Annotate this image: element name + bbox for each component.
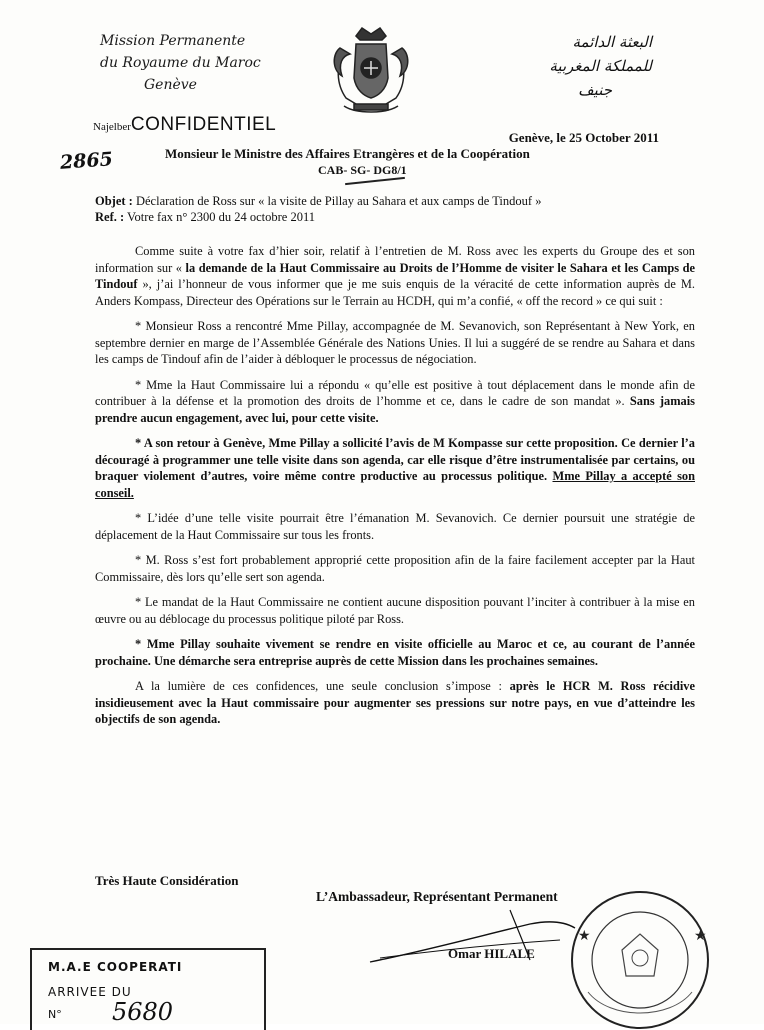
letter-date: Genève, le 25 October 2011: [508, 130, 659, 145]
paragraph-2: * Monsieur Ross a rencontré Mme Pillay, accompagnée de M. Sevanovich, son Représentant à New York, en septembre dernier en marge de l’Assemblée Générale des Nations Unies. Il lui a suggéré de se rendre au Sahara et dans les camps de Tindouf afin de l’aider à débloquer le processus de négociation.: [95, 319, 695, 366]
p1-text-c: », j’ai l’honneur de vous informer que je me suis enquis de la véracité de cette information auprès de M. Anders Kompass, Directeur des Opérations sur le Terrain au HCDH, qui m’a confié, « off the record » ce qui suit :: [95, 277, 695, 308]
classification-label: CONFIDENTIEL: [130, 114, 277, 135]
stamp-line-2: ARRIVEE DU: [48, 985, 132, 999]
mission-header-fr: [100, 30, 261, 96]
header-ar-line-2: للمملكة المغربية: [549, 57, 652, 75]
header-line-3: Genève: [144, 77, 197, 93]
p1-text-a: Comme suite à votre fax d’hier soir, relatif à l’entretien de M. Ross avec les experts du Groupe des et son information sur «: [95, 244, 695, 275]
p8-text-bold: * Mme Pillay souhaite vivement se rendre en visite officielle au Maroc et ce, au courant de l’année prochaine. Une démarche sera entreprise auprès de cette Mission dans les prochaines semaines.: [95, 637, 695, 668]
ambassador-title: L’Ambassadeur, Représentant Permanent: [316, 889, 558, 904]
p9-text-a: A la lumière de ces confidences, une seule conclusion s’impose :: [135, 679, 510, 693]
paragraph-9: [95, 678, 695, 728]
svg-text:★: ★: [578, 929, 591, 944]
recipient-line: Monsieur le Ministre des Affaires Etrangères et de la Coopération: [165, 146, 530, 161]
p4-text-bold: * A son retour à Genève, Mme Pillay a sollicité l’avis de M Kompasse sur cette proposition. Ce dernier l’a découragé à programmer une telle visite dans son agenda, car elle risque d’être instrumentalisée par certains, ou braquer violement d’autres, voire même contre productive au processus politique.: [95, 436, 695, 483]
p1-text-bold: la demande de la Haut Commissaire au Droits de l’Homme de visiter le Sahara et les Camps de Tindouf: [95, 260, 695, 291]
paragraph-5: * L’idée d’une telle visite pourrait être l’émanation M. Sevanovich. Ce dernier poursuit une stratégie de déplacement de la Haut Commissaire sur tous les fronts.: [95, 511, 695, 542]
p9-text-bold: après le HCR M. Ross récidive insidieusement avec la Haut commissaire pour augmenter ses pressions sur notre pays, en vue d’atteindre les objectifs de son agenda.: [95, 679, 696, 726]
stamp-line-3: N°: [48, 1008, 62, 1021]
cab-reference: CAB- SG- DG8/1: [318, 163, 407, 177]
p3-text-bold: Sans jamais prendre aucun engagement, avec lui, pour cette visite.: [95, 394, 696, 425]
paragraph-8: [95, 636, 695, 669]
p4-text-underlined: Mme Pillay a accepté son conseil.: [95, 469, 695, 500]
subject-block: [95, 193, 695, 225]
mission-header-ar: [482, 30, 652, 102]
mission-seal-icon: [540, 880, 720, 1030]
moroccan-coat-of-arms-icon: [326, 24, 416, 116]
header-line-2: du Royaume du Maroc: [100, 55, 261, 71]
stamp-number: 5680: [112, 998, 174, 1026]
subject-line: [95, 193, 695, 209]
paragraph-7: * Le mandat de la Haut Commissaire ne contient aucune disposition pouvant l’inciter à contribuer à la mise en œuvre ou au déblocage du processus politique piloté par Ross.: [95, 595, 695, 626]
reference-underline: [345, 177, 405, 185]
signatory-name: Omar HILALE: [448, 946, 535, 961]
reference-label: Ref. :: [95, 210, 125, 224]
letter-body: [95, 243, 695, 737]
reference-line: [95, 209, 695, 225]
stamp-line-1: M.A.E COOPERATI: [48, 960, 183, 974]
svg-text:★: ★: [694, 929, 707, 944]
subject-label: Objet :: [95, 194, 133, 208]
closing-formula: Très Haute Considération: [95, 873, 239, 888]
header-ar-line-1: البعثة الدائمة: [572, 33, 652, 51]
sender-name: Najelber: [93, 121, 131, 133]
header-ar-line-3: جنيف: [578, 81, 612, 99]
header-line-1: Mission Permanente: [100, 33, 246, 49]
sender-line: [93, 114, 276, 136]
p3-text-a: * Mme la Haut Commissaire lui a répondu « qu’elle est positive à tout déplacement dans le monde afin de contribuer à la défense et la promotion des droits de l’homme et ce, dans le cadre de son mandat ».: [95, 377, 695, 408]
paragraph-1: [95, 243, 695, 309]
reference-text: Votre fax n° 2300 du 24 octobre 2011: [124, 210, 316, 224]
paragraph-3: [95, 377, 695, 427]
paragraph-4: [95, 435, 695, 501]
handwritten-number: 2865: [59, 148, 114, 174]
paragraph-6: * M. Ross s’est fort probablement approprié cette proposition afin de la faire facilement accepter par la Haut Commissaire, dès lors qu’elle sert son agenda.: [95, 553, 695, 584]
subject-text: Déclaration de Ross sur « la visite de Pillay au Sahara et aux camps de Tindouf »: [132, 194, 542, 208]
